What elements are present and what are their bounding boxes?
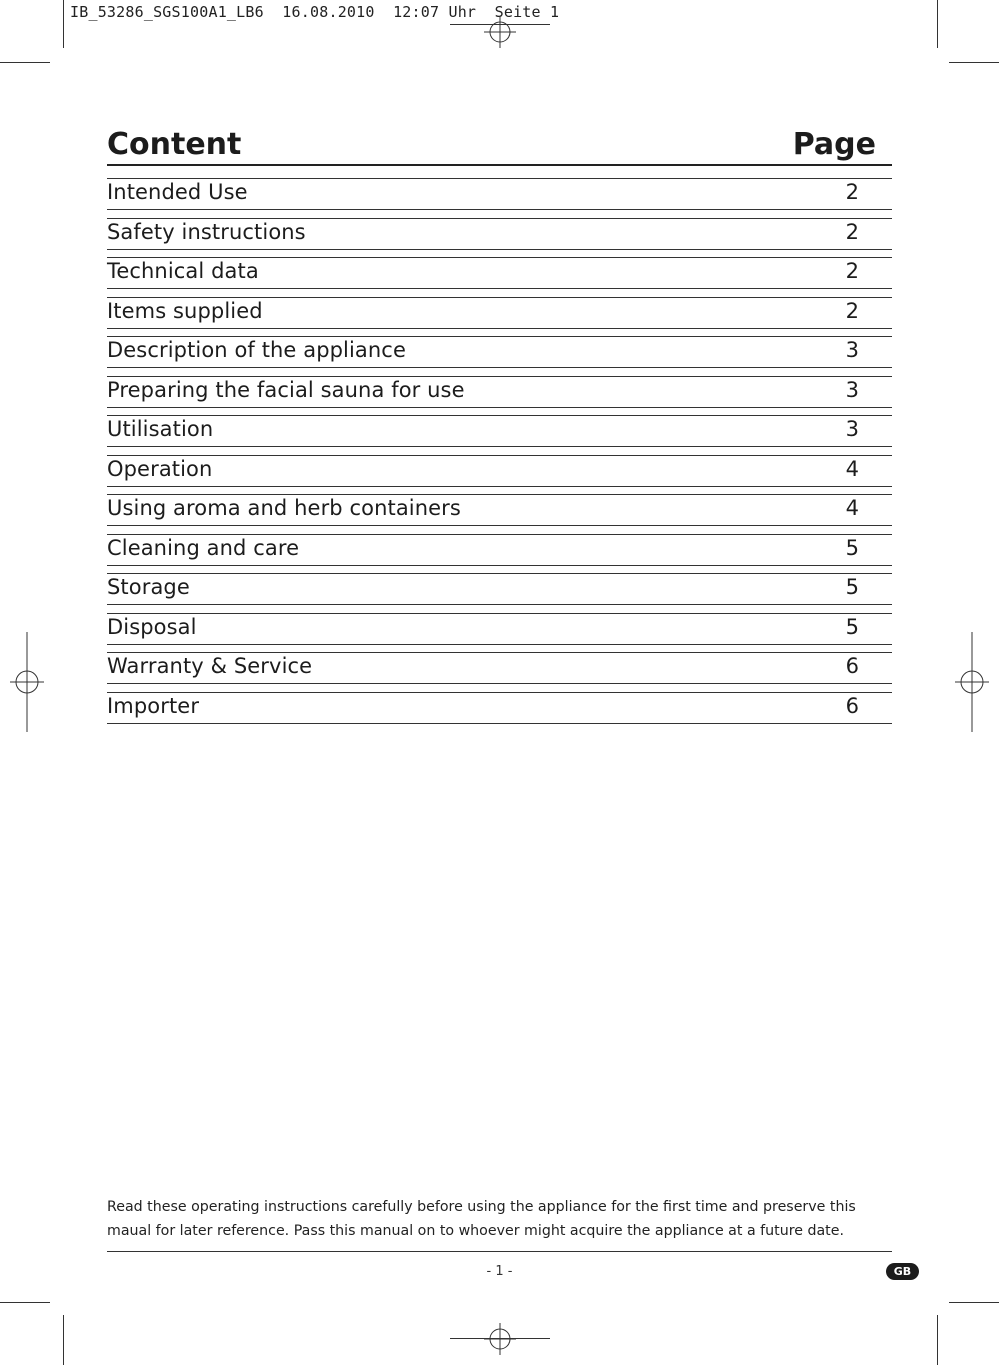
toc-entry[interactable] <box>107 613 892 653</box>
language-badge: GB <box>886 1263 919 1280</box>
toc-entry-page: 2 <box>845 219 859 244</box>
crop-mark <box>937 0 938 48</box>
toc-entry-label: Technical data <box>107 259 259 283</box>
toc-entry[interactable] <box>107 534 892 574</box>
toc-title: Content <box>107 127 242 162</box>
toc-entry-label: Preparing the facial sauna for use <box>107 377 465 402</box>
toc-entry[interactable] <box>107 336 892 376</box>
toc-entry[interactable] <box>107 692 892 732</box>
toc-entry-page: 3 <box>845 338 859 362</box>
toc-entry-page: 5 <box>845 575 859 599</box>
crop-mark <box>63 0 64 48</box>
toc-entry-label: Description of the appliance <box>107 338 406 362</box>
registration-mark-icon <box>484 1323 516 1355</box>
toc-entry-label: Safety instructions <box>107 219 306 244</box>
toc-entry[interactable] <box>107 376 892 416</box>
footer-divider <box>107 1251 892 1252</box>
toc-entry-page: 6 <box>845 693 859 718</box>
registration-mark-icon <box>10 632 44 732</box>
toc-entry-label: Items supplied <box>107 298 263 323</box>
toc-entry-page: 4 <box>845 456 859 481</box>
crop-mark <box>949 62 999 63</box>
toc-entry[interactable] <box>107 297 892 337</box>
toc-entry-page: 3 <box>845 377 859 402</box>
toc-page-column-title: Page <box>792 127 876 162</box>
toc-entry[interactable] <box>107 652 892 692</box>
toc-entry-label: Using aroma and herb containers <box>107 496 461 520</box>
toc-entry-label: Warranty & Service <box>107 654 313 678</box>
toc-entry-page: 5 <box>845 535 859 560</box>
crop-mark <box>0 1302 50 1303</box>
toc-entry-page: 3 <box>845 417 859 441</box>
crop-mark <box>937 1315 938 1365</box>
toc-entry-label: Storage <box>107 575 190 599</box>
toc-entry-page: 6 <box>845 654 859 678</box>
toc-entry[interactable] <box>107 415 892 455</box>
registration-mark-icon <box>955 632 989 732</box>
toc-entry-label: Operation <box>107 456 213 481</box>
toc-header <box>107 120 892 166</box>
toc-entry-label: Utilisation <box>107 417 214 441</box>
toc-entry[interactable] <box>107 257 892 297</box>
page-number: - 1 - <box>486 1264 513 1279</box>
toc-entry[interactable] <box>107 455 892 495</box>
toc-entry-label: Cleaning and care <box>107 535 300 560</box>
toc-entry-page: 2 <box>845 259 859 283</box>
crop-mark <box>63 1315 64 1365</box>
toc-entry[interactable] <box>107 178 892 218</box>
toc-entry-label: Intended Use <box>107 180 248 204</box>
crop-mark <box>0 62 50 63</box>
registration-mark-icon <box>484 16 516 48</box>
print-slug: IB_53286_SGS100A1_LB6 16.08.2010 12:07 Uhr Seite 1 <box>70 3 560 21</box>
toc-entry[interactable] <box>107 218 892 258</box>
toc-entry-page: 5 <box>845 614 859 639</box>
toc-entry[interactable] <box>107 494 892 534</box>
toc-entry-label: Disposal <box>107 614 197 639</box>
toc-entry-page: 2 <box>845 298 859 323</box>
toc-entry-page: 2 <box>845 180 859 204</box>
reading-notice: Read these operating instructions carefully before using the appliance for the first time and preserve this maual for later reference. Pass this manual on to whoever might acquire the appliance at a future date. <box>107 1199 856 1239</box>
toc-entry-label: Importer <box>107 693 200 718</box>
crop-mark <box>949 1302 999 1303</box>
toc-entry-page: 4 <box>845 496 859 520</box>
toc-entry[interactable] <box>107 573 892 613</box>
toc-list <box>107 178 892 731</box>
